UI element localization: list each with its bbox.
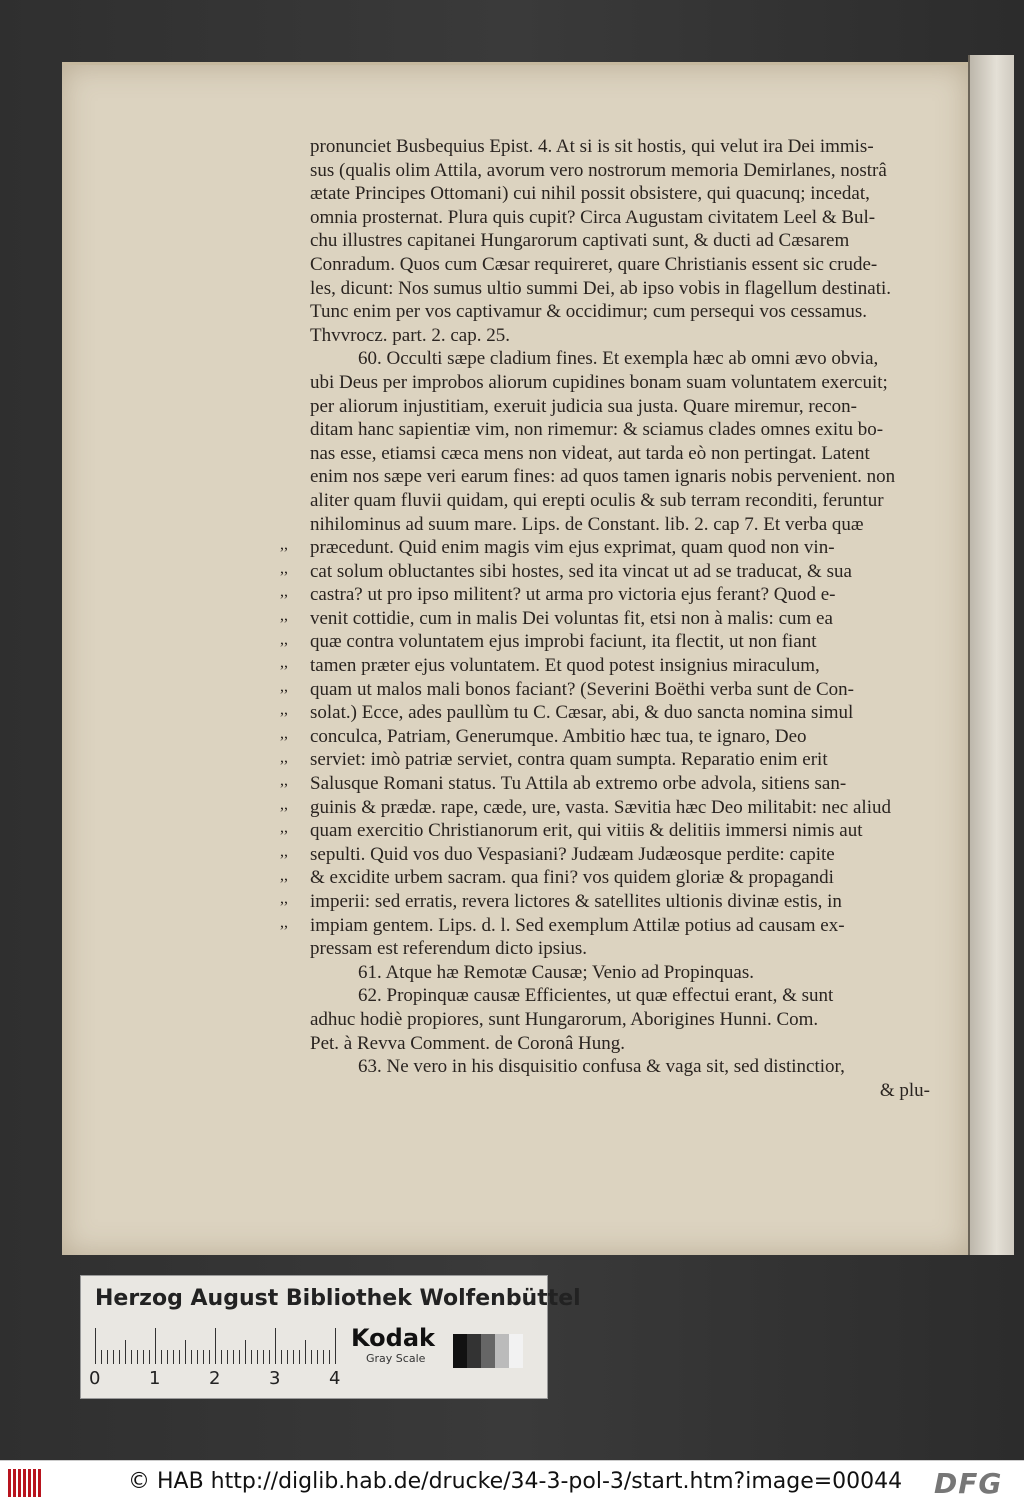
ruler-tick — [317, 1350, 318, 1364]
text-line: pronunciet Busbequius Epist. 4. At si is sit hostis, qui velut ira Dei immis- — [310, 136, 874, 157]
text-line: les, dicunt: Nos sumus ultio summi Dei, ab ipso vobis in flagellum destinati. — [310, 277, 892, 299]
ruler-tick — [137, 1350, 138, 1364]
ruler-tick — [305, 1340, 306, 1364]
ruler-tick — [203, 1350, 204, 1364]
text-line: ætate Principes Ottomani) cui nihil possit obsistere, qui quacunq; incedat, — [310, 183, 870, 205]
ruler-tick — [167, 1350, 168, 1364]
text-line: quam exercitio Christianorum erit, qui vitiis & delitiis immersi nimis aut — [310, 820, 863, 842]
ruler-tick — [335, 1328, 336, 1364]
quote-marker: ,, — [280, 725, 288, 742]
text-line: adhuc hodiè propiores, sunt Hungarorum, Aborigines Hunni. Com. — [310, 1008, 819, 1030]
ruler-tick — [107, 1350, 108, 1364]
text-line: venit cottidie, cum in malis Dei voluntas fit, etsi non à malis: cum ea — [310, 607, 833, 629]
ruler-tick — [155, 1328, 156, 1364]
text-line: cat solum obluctantes sibi hostes, sed ita vincat ut ad se traducat, & sua — [310, 560, 852, 582]
quote-marker: ,, — [280, 654, 288, 672]
ruler-tick — [119, 1350, 120, 1364]
text-line: imperii: sed erratis, revera lictores & satellites ultionis divinæ estis, in — [310, 891, 842, 912]
quote-marker: ,, — [280, 772, 288, 790]
ruler-tick — [323, 1350, 324, 1364]
gray-swatches — [453, 1334, 523, 1368]
quote-marker: ,, — [280, 748, 288, 766]
text-line: Conradum. Quos cum Cæsar requireret, quare Christianis essent sic crude- — [310, 253, 878, 275]
ruler-tick — [131, 1350, 132, 1364]
text-line: aliter quam fluvii quidam, qui erepti oculis & sub terram reconditi, feruntur — [310, 489, 884, 511]
copyright-url[interactable]: © HAB http://diglib.hab.de/drucke/34-3-pol-3/start.htm?image=00044 — [128, 1469, 903, 1494]
ruler-tick — [209, 1350, 210, 1364]
text-line: 62. Propinquæ causæ Efficientes, ut quæ effectui erant, & sunt — [358, 985, 834, 1007]
ruler-tick — [311, 1350, 312, 1364]
ruler-number: 1 — [149, 1368, 161, 1389]
text-line: & plu- — [879, 1079, 930, 1101]
text-line: sepulti. Quid vos duo Vespasiani? Judæam Judæosque perdite: capite — [310, 843, 835, 865]
ruler-number: 3 — [269, 1368, 281, 1389]
text-line: chu illustres capitanei Hungarorum captivati sunt, & ducti ad Cæsarem — [310, 230, 850, 252]
ruler-number: 4 — [329, 1368, 341, 1389]
ruler-tick — [113, 1350, 114, 1364]
ruler-tick — [263, 1350, 264, 1364]
footer-bar — [0, 1460, 1024, 1505]
text-line: 60. Occulti sæpe cladium fines. Et exempla hæc ab omni ævo obvia, — [358, 348, 879, 370]
ruler-number: 2 — [209, 1368, 221, 1389]
ruler-tick — [179, 1350, 180, 1364]
ruler — [95, 1328, 345, 1364]
text-line: quam ut malos mali bonos faciant? (Severini Boëthi verba sunt de Con- — [310, 678, 855, 700]
quote-marker: ,, — [280, 819, 288, 837]
text-line: per aliorum injustitiam, exeruit judicia sua justa. Quare miremur, recon- — [310, 395, 857, 417]
ruler-tick — [329, 1350, 330, 1364]
ruler-tick — [125, 1340, 126, 1364]
quote-marker: ,, — [280, 559, 288, 577]
text-line: tamen præter ejus voluntatem. Et quod potest insignius miraculum, — [310, 655, 820, 677]
text-line: omnia prosternat. Plura quis cupit? Circa Augustam civitatem Leel & Bul- — [310, 206, 876, 228]
text-line: castra? ut pro ipso militent? ut arma pro victoria ejus ferant? Quod e- — [310, 584, 836, 606]
ruler-tick — [143, 1350, 144, 1364]
ruler-tick — [221, 1350, 222, 1364]
book-page — [62, 62, 968, 1255]
ruler-tick — [191, 1350, 192, 1364]
ruler-tick — [299, 1350, 300, 1364]
text-line: Thvvrocz. part. 2. cap. 25. — [310, 324, 510, 346]
ruler-tick — [233, 1350, 234, 1364]
quote-marker: ,, — [280, 583, 288, 601]
text-line: pressam est referendum dicto ipsius. — [310, 938, 588, 960]
ruler-tick — [95, 1328, 96, 1364]
gray-scale-label: Gray Scale — [366, 1352, 426, 1365]
text-line: Salusque Romani status. Tu Attila ab extremo orbe advola, sitiens san- — [310, 773, 847, 795]
ruler-tick — [281, 1350, 282, 1364]
text-line: conculca, Patriam, Generumque. Ambitio hæc tua, te ignaro, Deo — [310, 725, 807, 747]
ruler-tick — [239, 1350, 240, 1364]
quote-marker: ,, — [280, 630, 288, 648]
quote-marker: ,, — [280, 866, 288, 884]
quote-marker: ,, — [280, 795, 288, 813]
ruler-number: 0 — [89, 1368, 101, 1389]
ruler-tick — [287, 1350, 288, 1364]
ruler-tick — [149, 1350, 150, 1364]
text-line: Tunc enim per vos captivamur & occidimur; cum persequi vos cessamus. — [310, 301, 868, 323]
library-name: Herzog August Bibliothek Wolfenbüttel — [95, 1286, 581, 1311]
text-line: guinis & prædæ. rape, cæde, ure, vasta. Sævitia hæc Deo militabit: nec aliud — [310, 796, 891, 818]
ruler-tick — [293, 1350, 294, 1364]
ruler-tick — [101, 1350, 102, 1364]
ruler-tick — [161, 1350, 162, 1364]
text-line: ditam hanc sapientiæ vim, non rimemur: & sciamus clades omnes exitu bo- — [310, 419, 884, 441]
ruler-tick — [173, 1350, 174, 1364]
text-line: serviet: imò patriæ serviet, contra quam sumpta. Reparatio enim erit — [310, 749, 828, 771]
ruler-tick — [227, 1350, 228, 1364]
ruler-tick — [197, 1350, 198, 1364]
calibration-card — [80, 1275, 581, 1399]
text-line: enim nos sæpe veri earum fines: ad quos tamen ignaris nobis pervenient. non — [310, 466, 896, 488]
text-line: impiam gentem. Lips. d. l. Sed exemplum Attilæ potius ad causam ex- — [310, 914, 845, 936]
text-line: ubi Deus per improbos aliorum cupidines bonam suam voluntatem exercuit; — [310, 371, 888, 393]
page-text — [310, 135, 930, 1102]
kodak-logo: Kodak — [351, 1324, 435, 1352]
text-line: 63. Ne vero in his disquisitio confusa & vaga sit, sed distinctior, — [358, 1056, 845, 1078]
ruler-tick — [257, 1350, 258, 1364]
text-line: præcedunt. Quid enim magis vim ejus exprimat, quam quod non vin- — [310, 537, 835, 559]
text-line: 61. Atque hæ Remotæ Causæ; Venio ad Propinquas. — [358, 961, 755, 983]
text-line: nihilominus ad suum mare. Lips. de Constant. lib. 2. cap 7. Et verba quæ — [310, 513, 864, 535]
text-line: solat.) Ecce, ades paullùm tu C. Cæsar, abi, & duo sancta nomina simul — [310, 702, 854, 724]
quote-marker: ,, — [280, 607, 288, 624]
quote-marker: ,, — [280, 890, 288, 908]
facing-page-edge — [968, 55, 1014, 1255]
text-line: Pet. à Revva Comment. de Coronâ Hung. — [310, 1032, 626, 1054]
ruler-tick — [251, 1350, 252, 1364]
ruler-tick — [215, 1328, 216, 1364]
text-line: sus (qualis olim Attila, avorum vero nostrorum memoria Demirlanes, nostrâ — [310, 159, 887, 181]
quote-marker: ,, — [280, 536, 288, 554]
quote-marker: ,, — [280, 701, 288, 719]
ruler-tick — [185, 1340, 186, 1364]
ruler-tick — [275, 1328, 276, 1364]
ruler-tick — [245, 1340, 246, 1364]
text-line: & excidite urbem sacram. qua fini? vos quidem gloriæ & propagandi — [310, 867, 834, 889]
quote-marker: ,, — [280, 677, 288, 695]
ruler-tick — [269, 1350, 270, 1364]
quote-marker: ,, — [280, 913, 288, 931]
hab-barcode-icon — [8, 1469, 48, 1497]
dfg-logo: DFG — [934, 1467, 1003, 1500]
quote-marker: ,, — [280, 843, 288, 860]
text-line: quæ contra voluntatem ejus improbi faciunt, ita flectit, ut non fiant — [310, 631, 817, 653]
text-line: nas esse, etiamsi cæca mens non videat, aut tarda eò non pertingat. Latent — [310, 442, 870, 464]
